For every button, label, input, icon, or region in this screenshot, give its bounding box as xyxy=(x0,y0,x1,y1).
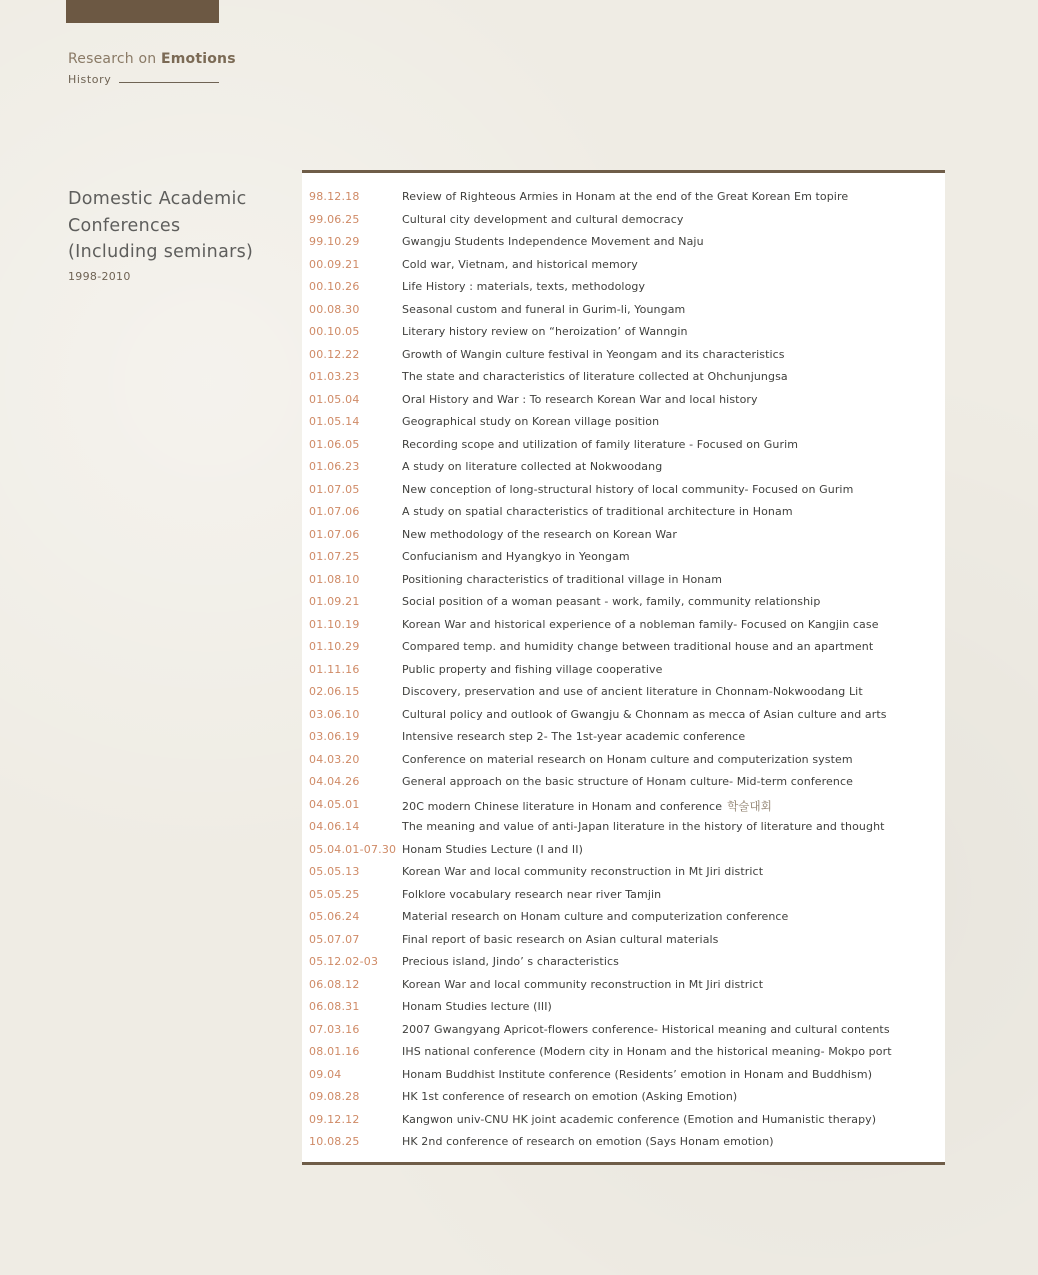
conference-title-text: Social position of a woman peasant - work, family, community relationship xyxy=(402,595,821,608)
conference-title-text: Gwangju Students Independence Movement and Naju xyxy=(402,235,704,248)
conference-date: 06.08.12 xyxy=(309,977,360,991)
table-row xyxy=(302,862,945,885)
conference-title xyxy=(402,348,785,361)
table-row xyxy=(302,255,945,278)
table-row xyxy=(302,907,945,930)
conference-date: 01.07.06 xyxy=(309,505,360,518)
table-row xyxy=(302,277,945,300)
conference-title-text: New methodology of the research on Korean War xyxy=(402,527,677,541)
table-row xyxy=(302,457,945,480)
conference-title xyxy=(402,528,677,541)
conference-title xyxy=(402,798,772,814)
conference-title xyxy=(402,213,684,226)
conference-title xyxy=(402,1000,552,1013)
conference-date: 01.10.29 xyxy=(309,640,360,653)
conference-title-text: The meaning and value of anti-Japan literature in the history of literature and thought xyxy=(402,820,885,833)
conference-title xyxy=(402,775,853,788)
conference-date: 05.06.24 xyxy=(309,910,360,923)
conference-date: 00.08.30 xyxy=(309,302,360,316)
conference-title-text: IHS national conference (Modern city in Honam and the historical meaning- Mokpo port xyxy=(402,1045,892,1058)
conference-title-text: Intensive research step 2- The 1st-year academic conference xyxy=(402,730,746,743)
conference-title xyxy=(402,888,661,901)
table-row xyxy=(302,502,945,525)
conference-date: 05.04.01-07.30 xyxy=(309,842,397,856)
conference-date: 05.12.02-03 xyxy=(309,955,379,968)
conference-title-text: Kangwon univ-CNU HK joint academic conference (Emotion and Humanistic therapy) xyxy=(402,1112,877,1126)
table-row xyxy=(302,817,945,840)
conference-title xyxy=(402,865,763,878)
conference-title xyxy=(402,708,887,721)
conference-title-text: Discovery, preservation and use of ancient literature in Chonnam-Nokwoodang Lit xyxy=(402,685,863,698)
conference-title-text: Public property and fishing village cooperative xyxy=(402,662,663,676)
table-row xyxy=(302,480,945,503)
conference-date: 00.10.05 xyxy=(309,325,360,338)
conference-title-text: New conception of long-structural history of local community- Focused on Gurim xyxy=(402,482,854,496)
table-row xyxy=(302,1110,945,1133)
conference-title-text: Korean War and local community reconstruction in Mt Jiri district xyxy=(402,977,764,991)
conference-title-text: The state and characteristics of literature collected at Ohchunjungsa xyxy=(402,370,788,383)
conference-title xyxy=(402,978,763,991)
table-row xyxy=(302,187,945,210)
section-label: History xyxy=(68,73,112,86)
conference-title-text: General approach on the basic structure of Honam culture- Mid-term conference xyxy=(402,775,853,788)
conference-title xyxy=(402,370,788,383)
conference-title-text: Korean War and local community reconstruction in Mt Jiri district xyxy=(402,865,764,878)
table-row xyxy=(302,210,945,233)
conference-date: 01.07.25 xyxy=(309,550,360,563)
conference-title-text: Folklore vocabulary research near river Tamjin xyxy=(402,887,662,901)
site-title-prefix: Research on xyxy=(68,51,161,67)
conference-date: 04.03.20 xyxy=(309,752,360,766)
conference-title-text: Material research on Honam culture and computerization conference xyxy=(402,910,789,923)
conference-title xyxy=(402,573,722,586)
conference-title xyxy=(402,753,853,766)
conference-title xyxy=(402,1068,872,1081)
table-row xyxy=(302,1065,945,1088)
conference-title-text: 20C modern Chinese literature in Honam and conference xyxy=(402,799,723,813)
table-row xyxy=(302,660,945,683)
conference-title-extra: 학술대회 xyxy=(727,798,772,813)
conference-title-text: 2007 Gwangyang Apricot-flowers conference- Historical meaning and cultural contents xyxy=(402,1022,890,1036)
conference-title xyxy=(402,730,745,743)
year-range: 1998-2010 xyxy=(68,270,131,283)
conference-date: 99.06.25 xyxy=(309,212,360,226)
conference-title-text: Life History : materials, texts, methodology xyxy=(402,280,646,293)
conference-date: 01.06.23 xyxy=(309,460,360,473)
conference-title xyxy=(402,550,630,563)
conference-date: 99.10.29 xyxy=(309,235,360,248)
conference-title xyxy=(402,438,798,451)
table-row xyxy=(302,1087,945,1110)
table-row xyxy=(302,795,945,818)
site-title[interactable] xyxy=(68,51,236,67)
conference-list xyxy=(302,187,945,1155)
conference-title xyxy=(402,415,659,428)
table-row xyxy=(302,435,945,458)
conference-title-text: Honam Studies Lecture (I and II) xyxy=(402,842,584,856)
conference-date: 01.11.16 xyxy=(309,662,360,676)
table-row xyxy=(302,750,945,773)
conference-date: 00.09.21 xyxy=(309,257,360,271)
conference-date: 01.08.10 xyxy=(309,572,360,586)
table-row xyxy=(302,390,945,413)
table-row xyxy=(302,930,945,953)
site-title-bold: Emotions xyxy=(160,51,236,67)
conference-title-text: Literary history review on “heroization’ of Wanngin xyxy=(402,325,688,338)
conference-title xyxy=(402,618,879,631)
conference-title-text: Honam Studies lecture (III) xyxy=(402,1000,552,1013)
conference-title xyxy=(402,1113,876,1126)
conference-title xyxy=(402,640,873,653)
table-row xyxy=(302,997,945,1020)
conference-title-text: Conference on material research on Honam culture and computerization system xyxy=(402,752,853,766)
table-row xyxy=(302,727,945,750)
top-tab[interactable] xyxy=(66,0,219,23)
conference-title xyxy=(402,235,704,248)
conference-title-text: Precious island, Jindo’ s characteristics xyxy=(402,955,619,968)
conference-date: 01.07.05 xyxy=(309,482,360,496)
conference-title-text: Korean War and historical experience of a nobleman family- Focused on Kangjin case xyxy=(402,617,879,631)
conference-date: 01.09.21 xyxy=(309,595,360,608)
table-row xyxy=(302,772,945,795)
conference-date: 00.12.22 xyxy=(309,347,360,361)
conference-date: 01.05.14 xyxy=(309,415,360,428)
conference-date: 01.05.04 xyxy=(309,392,360,406)
conference-date: 08.01.16 xyxy=(309,1045,360,1058)
conference-date: 05.05.25 xyxy=(309,887,360,901)
conference-date: 03.06.19 xyxy=(309,730,360,743)
conference-title xyxy=(402,595,820,608)
conference-title xyxy=(402,460,662,473)
conference-date: 01.07.06 xyxy=(309,527,360,541)
conference-date: 01.06.05 xyxy=(309,437,360,451)
table-row xyxy=(302,322,945,345)
conference-title xyxy=(402,190,848,203)
conference-title xyxy=(402,325,688,338)
conference-title xyxy=(402,820,885,833)
conference-date: 02.06.15 xyxy=(309,685,360,698)
table-row xyxy=(302,300,945,323)
table-row xyxy=(302,705,945,728)
table-row xyxy=(302,952,945,975)
page-heading: Domestic Academic Conferences (Including seminars) xyxy=(68,189,254,262)
table-row xyxy=(302,547,945,570)
table-row xyxy=(302,1020,945,1043)
table-row xyxy=(302,975,945,998)
table-row xyxy=(302,682,945,705)
conference-date: 05.07.07 xyxy=(309,932,360,946)
conference-date: 09.08.28 xyxy=(309,1090,360,1103)
table-row xyxy=(302,1132,945,1155)
conference-title xyxy=(402,955,619,968)
conference-title xyxy=(402,393,758,406)
conference-date: 01.03.23 xyxy=(309,370,360,383)
conference-title-text: Cultural policy and outlook of Gwangju & Chonnam as mecca of Asian culture and arts xyxy=(402,707,887,721)
conference-date: 04.06.14 xyxy=(309,820,360,833)
table-row xyxy=(302,637,945,660)
conference-date: 06.08.31 xyxy=(309,1000,360,1013)
conference-date: 05.05.13 xyxy=(309,865,360,878)
conference-title xyxy=(402,505,793,518)
conference-date: 04.05.01 xyxy=(309,797,360,811)
conference-title xyxy=(402,1023,890,1036)
conference-title xyxy=(402,280,645,293)
conference-date: 00.10.26 xyxy=(309,280,360,293)
conference-title xyxy=(402,685,863,698)
conference-title-text: A study on spatial characteristics of traditional architecture in Honam xyxy=(402,505,793,518)
conference-title-text: Honam Buddhist Institute conference (Residents’ emotion in Honam and Buddhism) xyxy=(402,1067,873,1081)
conference-date: 04.04.26 xyxy=(309,775,360,788)
table-row xyxy=(302,592,945,615)
conference-title-text: Confucianism and Hyangkyo in Yeongam xyxy=(402,550,630,563)
conference-date: 98.12.18 xyxy=(309,190,360,203)
conference-title xyxy=(402,1090,737,1103)
conference-title-text: A study on literature collected at Nokwoodang xyxy=(402,460,663,473)
section-divider xyxy=(119,82,219,83)
conference-title-text: Compared temp. and humidity change between traditional house and an apartment xyxy=(402,640,874,653)
conference-title-text: Positioning characteristics of traditional village in Honam xyxy=(402,572,723,586)
conference-date: 10.08.25 xyxy=(309,1135,360,1148)
table-row xyxy=(302,840,945,863)
conference-title-text: Seasonal custom and funeral in Gurim-li, Youngam xyxy=(402,302,686,316)
conference-date: 01.10.19 xyxy=(309,617,360,631)
table-row xyxy=(302,525,945,548)
conference-title xyxy=(402,843,583,856)
table-row xyxy=(302,345,945,368)
conference-table xyxy=(302,170,945,1165)
conference-title-text: Review of Righteous Armies in Honam at the end of the Great Korean Em topire xyxy=(402,190,849,203)
table-row xyxy=(302,367,945,390)
table-row xyxy=(302,570,945,593)
table-row xyxy=(302,232,945,255)
conference-title-text: Final report of basic research on Asian cultural materials xyxy=(402,932,719,946)
table-row xyxy=(302,412,945,435)
conference-title xyxy=(402,303,685,316)
table-row xyxy=(302,885,945,908)
table-row xyxy=(302,1042,945,1065)
conference-date: 03.06.10 xyxy=(309,707,360,721)
conference-title-text: HK 1st conference of research on emotion (Asking Emotion) xyxy=(402,1090,738,1103)
conference-title-text: HK 2nd conference of research on emotion (Says Honam emotion) xyxy=(402,1135,774,1148)
conference-title-text: Cold war, Vietnam, and historical memory xyxy=(402,257,638,271)
table-row xyxy=(302,615,945,638)
conference-title-text: Cultural city development and cultural democracy xyxy=(402,212,684,226)
conference-title xyxy=(402,1135,774,1148)
conference-title xyxy=(402,933,719,946)
conference-title-text: Geographical study on Korean village position xyxy=(402,415,660,428)
conference-title-text: Recording scope and utilization of family literature - Focused on Gurim xyxy=(402,437,799,451)
conference-title xyxy=(402,910,788,923)
conference-title xyxy=(402,663,663,676)
conference-title-text: Oral History and War : To research Korean War and local history xyxy=(402,392,758,406)
conference-date: 09.04 xyxy=(309,1067,342,1081)
conference-date: 09.12.12 xyxy=(309,1112,360,1126)
conference-title xyxy=(402,1045,892,1058)
conference-date: 07.03.16 xyxy=(309,1022,360,1036)
conference-title xyxy=(402,258,638,271)
conference-title-text: Growth of Wangin culture festival in Yeongam and its characteristics xyxy=(402,347,785,361)
conference-title xyxy=(402,483,853,496)
